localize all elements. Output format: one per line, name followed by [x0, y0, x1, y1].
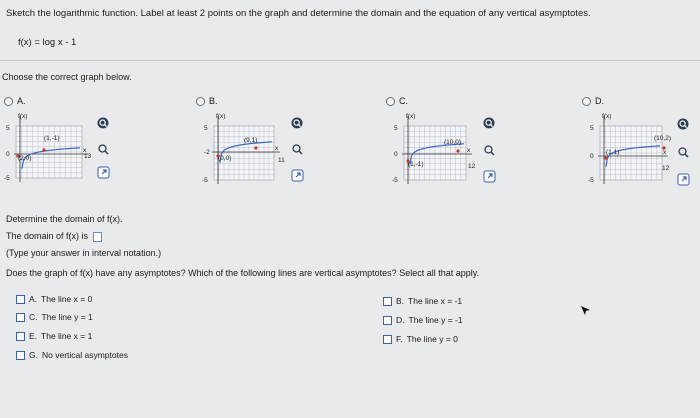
plotted-point [42, 148, 45, 151]
point-label: (0,0) [218, 155, 232, 162]
choice-key: C. [29, 312, 38, 322]
asymptote-question: Does the graph of f(x) have any asymptotes? Which of the following lines are vertical asymptotes? Select all that apply. [6, 268, 480, 278]
choice-key: A. [29, 294, 38, 304]
point-label: (10,0) [444, 139, 461, 146]
popout-icon[interactable] [482, 169, 496, 183]
point-label: (1,1) [606, 149, 620, 156]
choice-text: The line x = -1 [408, 296, 463, 306]
question-prompt: Sketch the logarithmic function. Label at least 2 points on the graph and determine the domain and the equation of any vertical asymptotes. [6, 8, 591, 19]
zoom-out-icon[interactable] [96, 142, 110, 156]
y-tick-top: 5 [6, 125, 10, 132]
choice-f[interactable] [383, 334, 458, 344]
choice-text: The line y = 0 [406, 334, 458, 344]
x-axis-label: x [467, 147, 471, 154]
y-tick-top: 5 [394, 125, 398, 132]
point-label: (10,2) [654, 135, 671, 142]
popout-icon[interactable] [290, 168, 304, 182]
choose-instruction: Choose the correct graph below. [2, 72, 132, 82]
choice-key: B. [396, 296, 405, 306]
zoom-in-icon[interactable] [96, 116, 110, 130]
choice-text: The line y = -1 [408, 315, 463, 325]
option-a-radio[interactable] [4, 96, 26, 106]
point-label: (2,0) [18, 155, 32, 162]
choice-key: G. [29, 350, 38, 360]
checkbox[interactable] [383, 297, 392, 306]
choice-key: F. [396, 334, 403, 344]
option-a-label: A. [17, 96, 26, 106]
graph-svg [392, 110, 480, 188]
x-tick-origin: -2 [204, 149, 210, 156]
graph-option-d[interactable] [588, 110, 676, 188]
checkbox[interactable] [16, 351, 25, 360]
y-tick-bottom: -5 [392, 177, 398, 184]
choice-key: E. [29, 331, 38, 341]
zoom-in-icon[interactable] [482, 116, 496, 130]
checkbox[interactable] [383, 316, 392, 325]
graph-svg [202, 110, 288, 188]
popout-icon[interactable] [96, 165, 110, 179]
y-axis-label: f(x) [216, 113, 226, 120]
graph-svg [4, 110, 96, 186]
option-d-label: D. [595, 96, 604, 106]
choice-e[interactable] [16, 331, 92, 341]
x-tick-origin: 0 [590, 153, 594, 160]
choice-b[interactable] [383, 296, 462, 306]
option-c-radio[interactable] [386, 96, 408, 106]
x-tick-max: 13 [84, 153, 92, 160]
radio-button[interactable] [582, 97, 591, 106]
choice-text: No vertical asymptotes [41, 350, 128, 360]
x-tick-max: 12 [468, 163, 476, 170]
y-tick-top: 5 [204, 125, 208, 132]
mouse-cursor-icon [580, 305, 592, 319]
domain-line [6, 231, 102, 242]
domain-question: Determine the domain of f(x). [6, 214, 123, 224]
choice-d[interactable] [383, 315, 463, 325]
checkbox[interactable] [383, 335, 392, 344]
zoom-out-icon[interactable] [676, 145, 690, 159]
y-axis-label: f(x) [406, 113, 416, 120]
y-tick-top: 5 [590, 125, 594, 132]
zoom-out-icon[interactable] [482, 143, 496, 157]
option-d-radio[interactable] [582, 96, 604, 106]
y-tick-bottom: -5 [588, 177, 594, 184]
checkbox[interactable] [16, 332, 25, 341]
plotted-point [456, 149, 459, 152]
choice-text: The line x = 1 [41, 331, 93, 341]
zoom-out-icon[interactable] [290, 142, 304, 156]
domain-line-text: The domain of f(x) is [6, 231, 89, 241]
popout-icon[interactable] [676, 172, 690, 186]
choice-g[interactable] [16, 350, 128, 360]
checkbox[interactable] [16, 313, 25, 322]
choice-c[interactable] [16, 312, 93, 322]
point-label: (9,1) [244, 137, 258, 144]
zoom-in-icon[interactable] [676, 117, 690, 131]
radio-button[interactable] [386, 97, 395, 106]
radio-button[interactable] [4, 97, 13, 106]
choice-a[interactable] [16, 294, 92, 304]
y-tick-bottom: -5 [202, 177, 208, 184]
option-b-label: B. [209, 96, 218, 106]
graph-option-b[interactable] [202, 110, 288, 188]
choice-key: D. [396, 315, 405, 325]
plotted-point [254, 146, 257, 149]
point-label: (1,-1) [44, 135, 60, 142]
option-c-label: C. [399, 96, 408, 106]
x-axis-label: x [83, 147, 87, 154]
checkbox[interactable] [16, 295, 25, 304]
option-b-radio[interactable] [196, 96, 218, 106]
x-axis-label: x [275, 145, 279, 152]
domain-hint: (Type your answer in interval notation.) [6, 248, 162, 258]
function-expression: f(x) = log x - 1 [18, 37, 77, 48]
choice-text: The line y = 1 [41, 312, 93, 322]
domain-answer-input[interactable] [93, 232, 102, 242]
x-tick-origin: 0 [394, 151, 398, 158]
point-label: (1,-1) [408, 161, 424, 168]
graph-option-c[interactable] [392, 110, 480, 188]
y-axis-label: f(x) [18, 113, 28, 120]
x-axis-label: x [663, 149, 667, 156]
graph-svg [588, 110, 676, 188]
y-axis-label: f(x) [602, 113, 612, 120]
radio-button[interactable] [196, 97, 205, 106]
choice-text: The line x = 0 [41, 294, 93, 304]
x-tick-max: 12 [662, 165, 670, 172]
plotted-point [604, 156, 607, 159]
zoom-in-icon[interactable] [290, 116, 304, 130]
x-tick-max: 11 [278, 157, 285, 164]
graph-option-a[interactable] [4, 110, 96, 186]
x-tick-origin: 0 [6, 151, 10, 158]
divider [0, 60, 700, 61]
y-tick-bottom: -5 [4, 175, 10, 182]
